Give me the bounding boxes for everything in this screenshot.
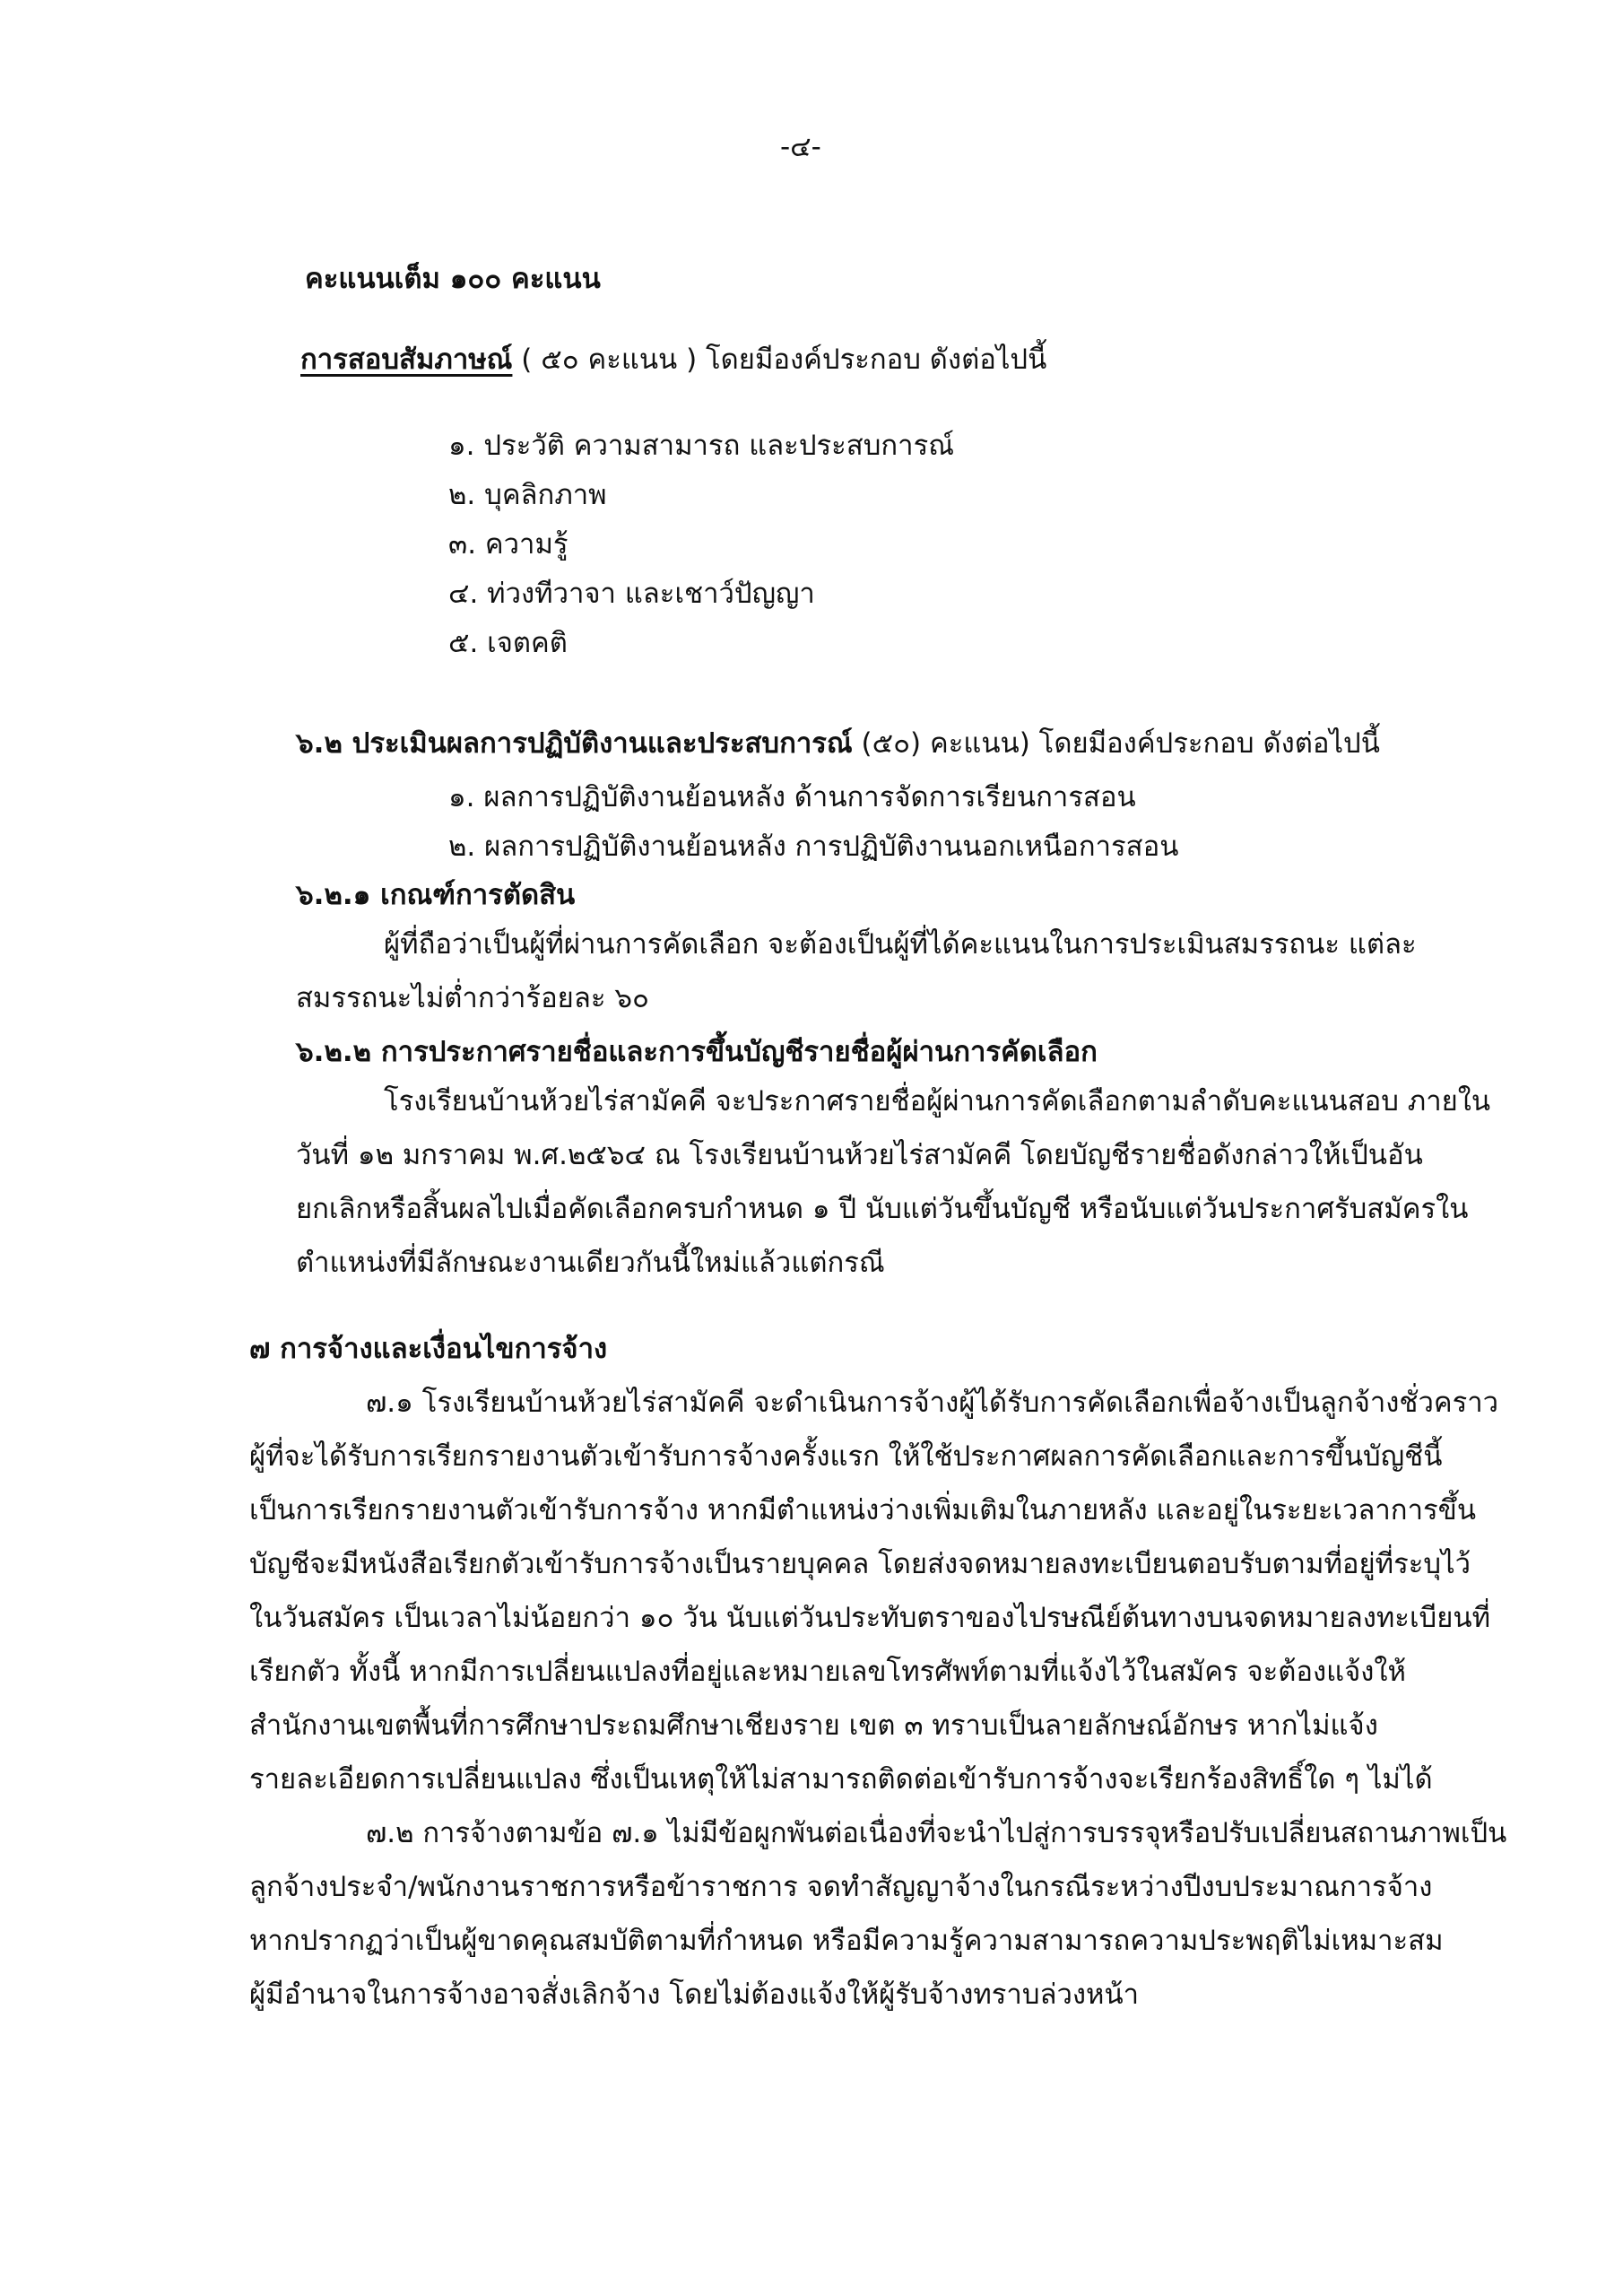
score-total: คะแนนเต็ม ๑๐๐ คะแนน <box>305 263 601 295</box>
section-6-2-title: ๖.๒ ประเมินผลการปฏิบัติงานและประสบการณ์ <box>296 727 853 760</box>
interview-title-rest: ( ๕๐ คะแนน ) โดยมีองค์ประกอบ ดังต่อไปนี้ <box>512 344 1047 376</box>
paragraph-line: ในวันสมัคร เป็นเวลาไม่น้อยกว่า ๑๐ วัน นับแต่วันประทับตราของไปรษณีย์ต้นทางบนจดหมายลงทะเบียนที่ <box>249 1602 1491 1634</box>
page-number: -๔- <box>780 131 821 163</box>
paragraph-line: เป็นการเรียกรายงานตัวเข้ารับการจ้าง หากมีตำแหน่งว่างเพิ่มเติมในภายหลัง และอยู่ในระยะเวลาการขึ้น <box>249 1494 1477 1526</box>
paragraph-line: ผู้มีอำนาจในการจ้างอาจสั่งเลิกจ้าง โดยไม่ต้องแจ้งให้ผู้รับจ้างทราบล่วงหน้า <box>249 1979 1140 2011</box>
paragraph-line: ลูกจ้างประจำ/พนักงานราชการหรือข้าราชการ จดทำสัญญาจ้างในกรณีระหว่างปีงบประมาณการจ้าง <box>249 1871 1433 1903</box>
list-item: ๕. เจตคติ <box>448 627 568 659</box>
paragraph-line: หากปรากฏว่าเป็นผู้ขาดคุณสมบัติตามที่กำหนด หรือมีความรู้ความสามารถความประพฤติไม่เหมาะสม <box>249 1925 1444 1957</box>
paragraph-line: ผู้ที่จะได้รับการเรียกรายงานตัวเข้ารับการจ้างครั้งแรก ให้ใช้ประกาศผลการคัดเลือกและการขึ้นบัญชีนี้ <box>249 1440 1443 1473</box>
paragraph-line: วันที่ ๑๒ มกราคม พ.ศ.๒๕๖๔ ณ โรงเรียนบ้านห้วยไร่สามัคคี โดยบัญชีรายชื่อดังกล่าวให้เป็นอัน <box>296 1139 1423 1171</box>
section-6-2-title-rest: (๕๐) คะแนน) โดยมีองค์ประกอบ ดังต่อไปนี้ <box>852 727 1380 760</box>
list-item: ๔. ท่วงทีวาจา และเชาว์ปัญญา <box>448 578 815 610</box>
paragraph-line: ตำแหน่งที่มีลักษณะงานเดียวกันนี้ใหม่แล้วแต่กรณี <box>296 1247 885 1279</box>
list-item: ๒. บุคลิกภาพ <box>448 479 607 511</box>
section-6-2-heading <box>296 725 1380 762</box>
paragraph-line: ยกเลิกหรือสิ้นผลไปเมื่อคัดเลือกครบกำหนด ๑ ปี นับแต่วันขึ้นบัญชี หรือนับแต่วันประกาศรับสมัครใน <box>296 1193 1469 1225</box>
list-item: ๒. ผลการปฏิบัติงานย้อนหลัง การปฏิบัติงานนอกเหนือการสอน <box>448 831 1179 863</box>
paragraph-line: รายละเอียดการเปลี่ยนแปลง ซึ่งเป็นเหตุให้ไม่สามารถติดต่อเข้ารับการจ้างจะเรียกร้องสิทธิ์ใด ๆ ไม่ได้ <box>249 1763 1433 1796</box>
list-item: ๑. ประวัติ ความสามารถ และประสบการณ์ <box>448 430 954 462</box>
paragraph-line: บัญชีจะมีหนังสือเรียกตัวเข้ารับการจ้างเป็นรายบุคคล โดยส่งจดหมายลงทะเบียนตอบรับตามที่อยู่ที่ระบุไว้ <box>249 1548 1471 1580</box>
list-item: ๓. ความรู้ <box>448 528 568 561</box>
interview-heading <box>300 341 1046 378</box>
paragraph-line: ๗.๒ การจ้างตามข้อ ๗.๑ ไม่มีข้อผูกพันต่อเนื่องที่จะนำไปสู่การบรรจุหรือปรับเปลี่ยนสถานภาพเป็น <box>366 1817 1507 1849</box>
paragraph-line: สำนักงานเขตพื้นที่การศึกษาประถมศึกษาเชียงราย เขต ๓ ทราบเป็นลายลักษณ์อักษร หากไม่แจ้ง <box>249 1709 1378 1742</box>
section-7-title: ๗ การจ้างและเงื่อนไขการจ้าง <box>249 1333 608 1365</box>
paragraph-line: โรงเรียนบ้านห้วยไร่สามัคคี จะประกาศรายชื่อผู้ผ่านการคัดเลือกตามลำดับคะแนนสอบ ภายใน <box>384 1085 1491 1118</box>
section-6-2-1-title: ๖.๒.๑ เกณฑ์การตัดสิน <box>296 879 576 911</box>
interview-title: การสอบสัมภาษณ์ <box>300 344 513 376</box>
paragraph-line: ผู้ที่ถือว่าเป็นผู้ที่ผ่านการคัดเลือก จะต้องเป็นผู้ที่ได้คะแนนในการประเมินสมรรถนะ แต่ละ <box>384 928 1417 961</box>
section-6-2-2-title: ๖.๒.๒ การประกาศรายชื่อและการขึ้นบัญชีรายชื่อผู้ผ่านการคัดเลือก <box>296 1036 1098 1068</box>
paragraph-line: ๗.๑ โรงเรียนบ้านห้วยไร่สามัคคี จะดำเนินการจ้างผู้ได้รับการคัดเลือกเพื่อจ้างเป็นลูกจ้างชั่วคราว <box>366 1387 1499 1419</box>
paragraph-line: เรียกตัว ทั้งนี้ หากมีการเปลี่ยนแปลงที่อยู่และหมายเลขโทรศัพท์ตามที่แจ้งไว้ในสมัคร จะต้องแจ้งให้ <box>249 1656 1406 1688</box>
list-item: ๑. ผลการปฏิบัติงานย้อนหลัง ด้านการจัดการเรียนการสอน <box>448 781 1136 813</box>
paragraph-line: สมรรถนะไม่ต่ำกว่าร้อยละ ๖๐ <box>296 982 649 1014</box>
